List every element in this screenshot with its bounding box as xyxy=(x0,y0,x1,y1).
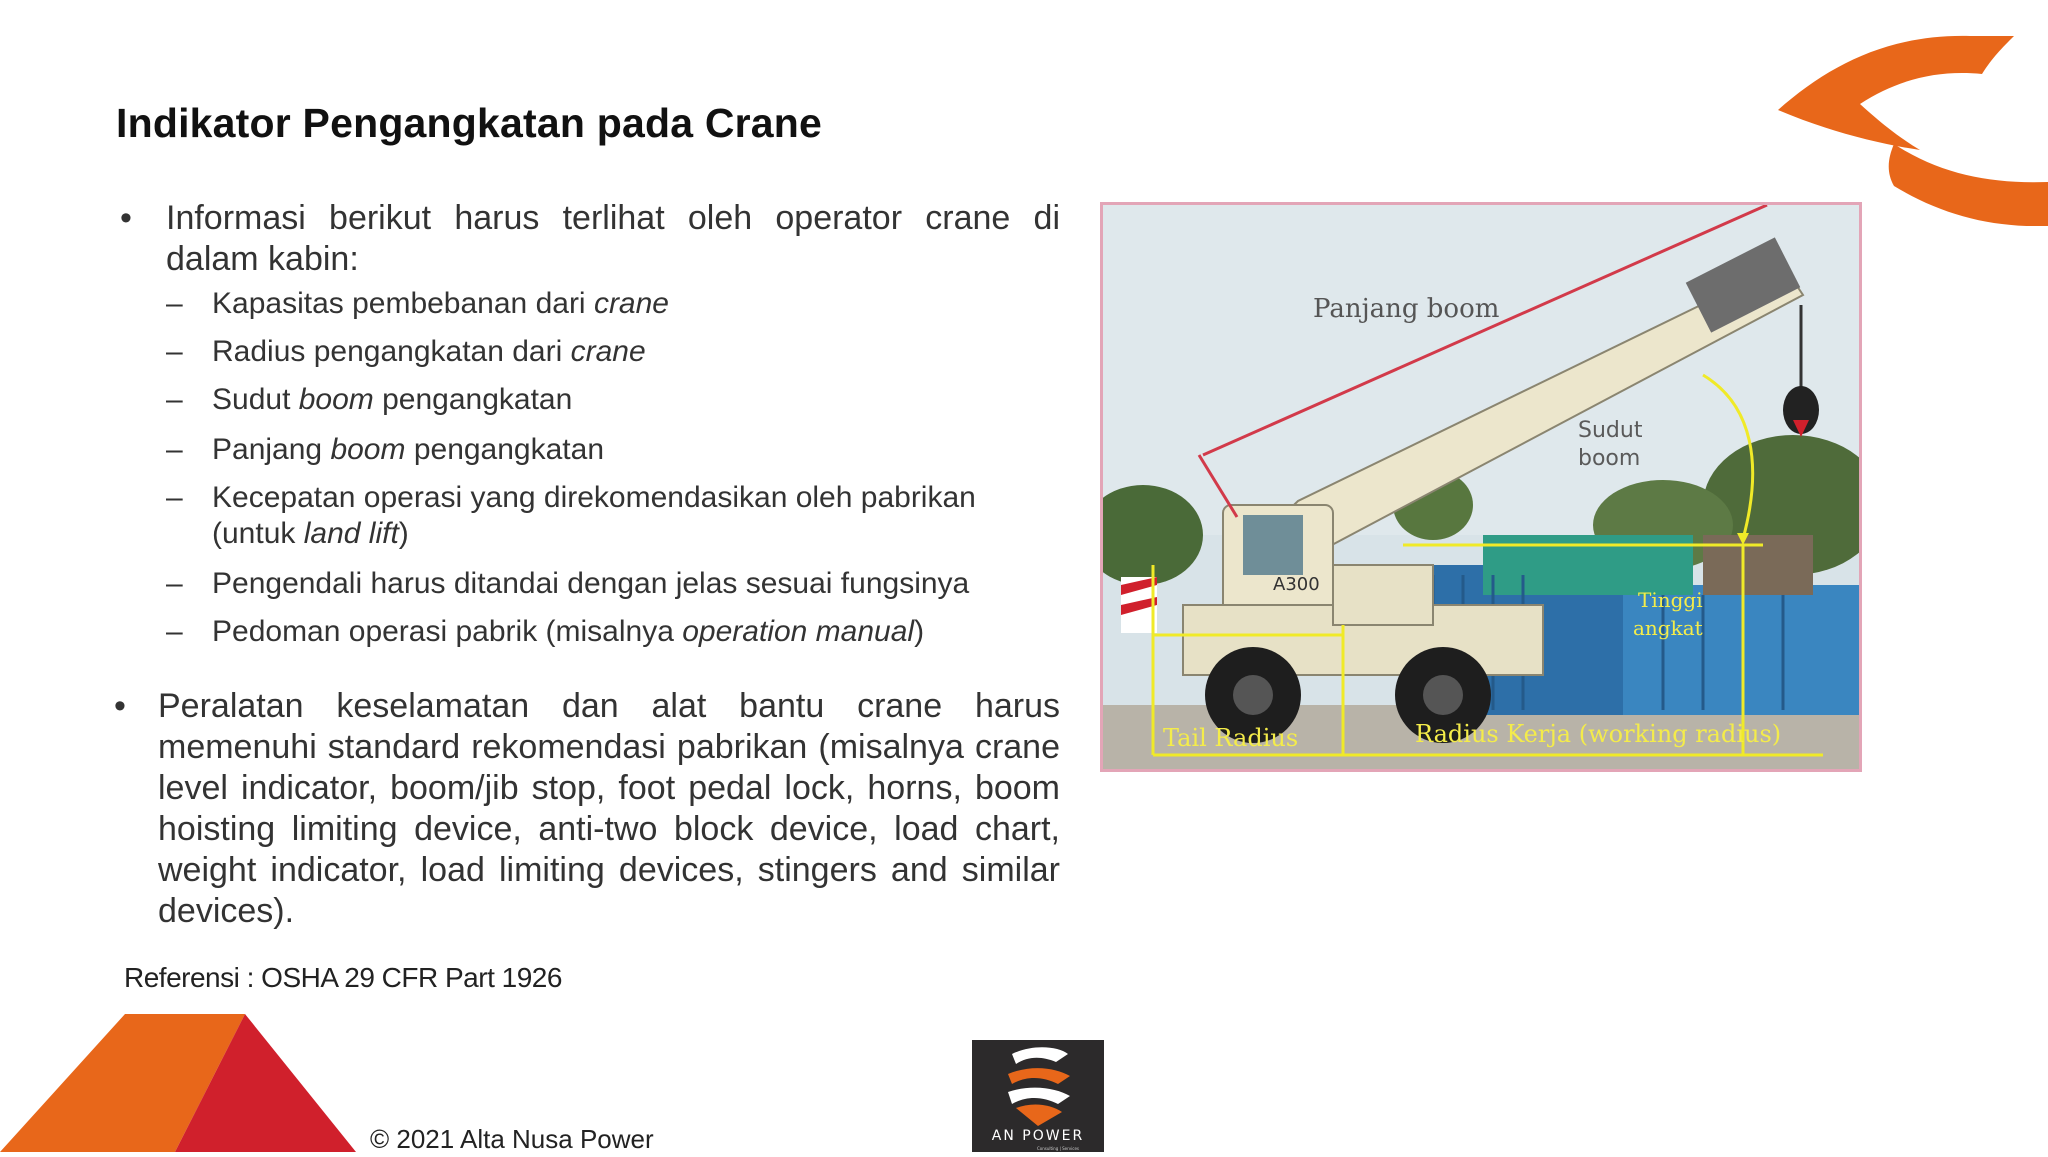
item-text: Radius pengangkatan dari xyxy=(212,335,571,368)
list-item: – Panjang boom pengangkatan xyxy=(166,433,604,466)
item-text: Panjang xyxy=(212,433,331,466)
dash-glyph: – xyxy=(166,481,183,514)
dash-glyph: – xyxy=(166,383,183,416)
lift-height-label-1: Tinggi xyxy=(1638,588,1703,612)
item-emphasis: crane xyxy=(570,335,646,368)
item-text: Kecepatan operasi yang direkomendasikan oleh pabrikan (untuk xyxy=(212,481,976,550)
bullet-info-cabin xyxy=(120,198,1060,280)
item-text: Pengendali harus ditandai dengan jelas sesuai fungsinya xyxy=(212,567,970,600)
list-item xyxy=(166,566,1046,602)
logo-name: AN POWER xyxy=(991,1128,1085,1144)
bullet-text: Informasi berikut harus terlihat oleh operator crane di dalam kabin: xyxy=(166,199,1060,278)
an-power-emblem-icon xyxy=(972,1040,1104,1152)
list-item xyxy=(166,334,1046,370)
crane-model-label: A300 xyxy=(1273,574,1320,595)
an-power-logo xyxy=(972,1040,1104,1152)
boom-angle-label-2: boom xyxy=(1578,446,1641,471)
item-emphasis: boom xyxy=(298,383,374,416)
bullet-glyph: • xyxy=(120,199,132,237)
lift-height-label-2: angkat xyxy=(1633,616,1703,640)
list-item: – Pedoman operasi pabrik (misalnya operation manual) xyxy=(166,615,925,648)
item-emphasis: land lift xyxy=(303,517,399,550)
tail-radius-label: Tail Radius xyxy=(1163,724,1299,752)
list-item: – Kecepatan operasi yang direkomendasikan oleh pabrikan (untuk land lift) xyxy=(166,481,976,550)
bullet-safety-equipment xyxy=(114,686,1060,932)
brand-swoosh-top-icon xyxy=(1770,14,2048,226)
dash-glyph: – xyxy=(166,433,183,466)
item-text: Pedoman operasi pabrik (misalnya xyxy=(212,615,683,648)
bullet-glyph: • xyxy=(114,687,126,725)
copyright-text: © 2021 Alta Nusa Power xyxy=(370,1124,654,1154)
item-emphasis: crane xyxy=(593,287,669,320)
crane-illustration xyxy=(1103,205,1859,769)
brand-corner-shape-icon xyxy=(0,1008,362,1152)
logo-tagline: Consulting | Services xyxy=(1036,1146,1080,1151)
dash-glyph: – xyxy=(166,287,183,320)
dash-glyph: – xyxy=(166,567,183,600)
working-radius-label: Radius Kerja (working radius) xyxy=(1415,720,1782,748)
list-item xyxy=(166,286,1046,322)
reference-text: Referensi : OSHA 29 CFR Part 1926 xyxy=(124,962,562,993)
item-emphasis: operation manual xyxy=(682,615,915,648)
item-text: Sudut xyxy=(212,383,299,416)
dash-glyph: – xyxy=(166,615,183,648)
page-title: Indikator Pengangkatan pada Crane xyxy=(116,100,823,146)
bullet-text: Peralatan keselamatan dan alat bantu crane harus memenuhi standard rekomendasi pabrikan (misalnya crane level indicator, boom/jib stop, foot pedal lock, horns, boom hoisting limiting device, anti-two block device, load chart, weight indicator, load limiting devices, stingers and similar devices). xyxy=(158,687,1060,930)
item-text: Kapasitas pembebanan dari xyxy=(212,287,594,320)
list-item: – Sudut boom pengangkatan xyxy=(166,383,573,416)
crane-photo xyxy=(1100,202,1862,772)
item-emphasis: boom xyxy=(330,433,406,466)
boom-length-label: Panjang boom xyxy=(1313,294,1500,324)
boom-angle-label-1: Sudut xyxy=(1578,418,1643,443)
dash-glyph: – xyxy=(166,335,183,368)
